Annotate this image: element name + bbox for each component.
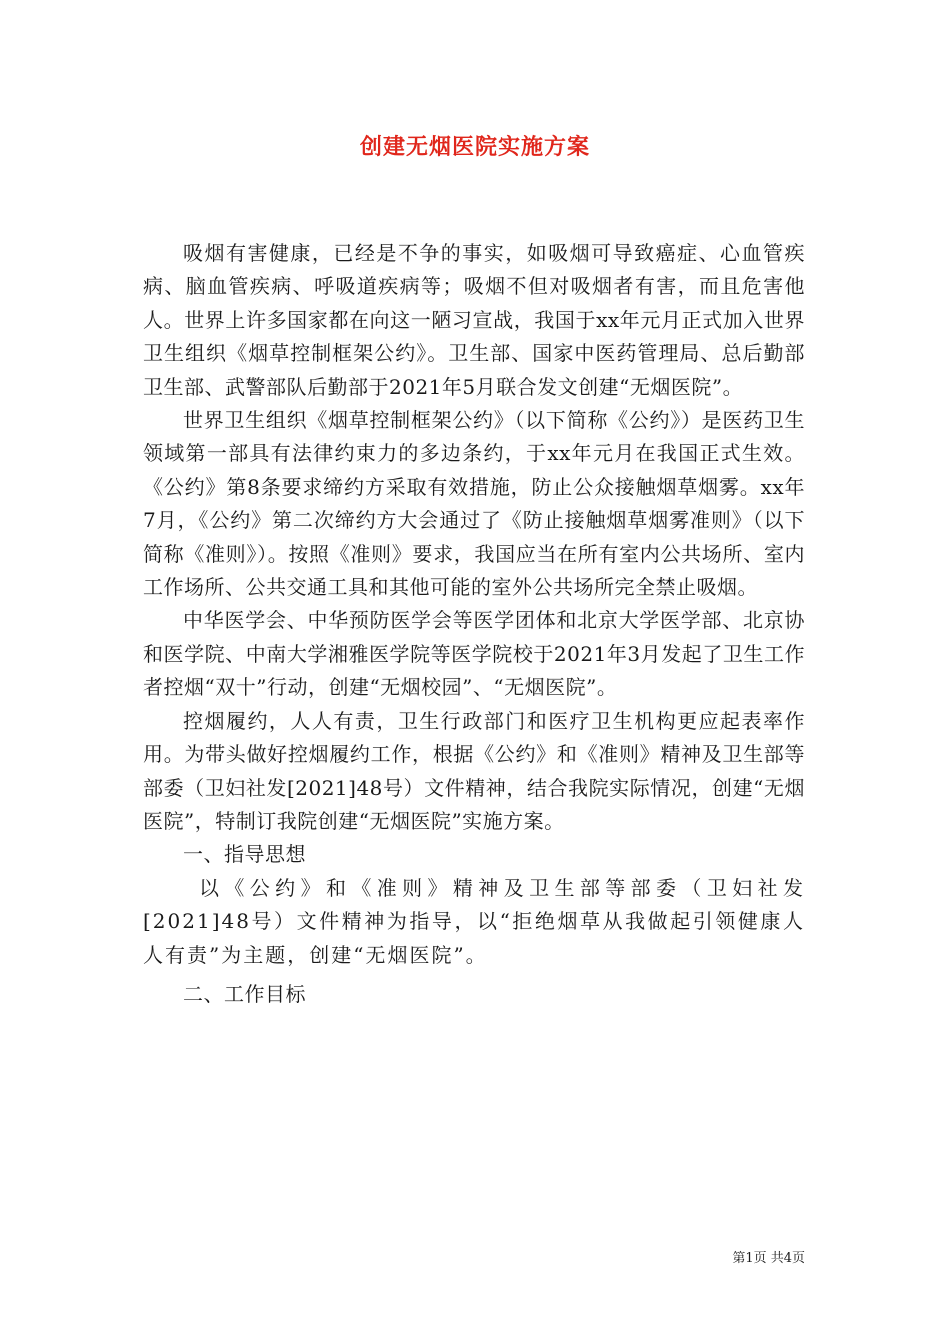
paragraph-guiding-ideology: 以《公约》和《准则》精神及卫生部等部委（卫妇社发[2021]48号）文件精神为指导，以“拒绝烟草从我做起引领健康人人有责”为主题，创建“无烟医院”。 [143, 875, 805, 967]
document-title: 创建无烟医院实施方案 [359, 134, 590, 160]
paragraph-intro: 吸烟有害健康，已经是不争的事实，如吸烟可导致癌症、心血管疾病、脑血管疾病、呼吸道疾病等；吸烟不但对吸烟者有害，而且危害他人。世界上许多国家都在向这一陋习宣战，我国于xx年元月正式加入世界卫生组织《烟草控制框架公约》。卫生部、国家中医药管理局、总后勤部卫生部、武警部队后勤部于2021年5月联合发文创建“无烟医院”。 [143, 241, 805, 399]
paragraph-compliance: 控烟履约，人人有责，卫生行政部门和医疗卫生机构更应起表率作用。为带头做好控烟履约工作，根据《公约》和《准则》精神及卫生部等部委（卫妇社发[2021]48号）文件精神，结合我院实际情况，创建“无烟医院”，特制订我院创建“无烟医院”实施方案。 [143, 708, 805, 833]
paragraph-double-ten: 中华医学会、中华预防医学会等医学团体和北京大学医学部、北京协和医学院、中南大学湘雅医学院等医学院校于2021年3月发起了卫生工作者控烟“双十”行动，创建“无烟校园”、“无烟医院”。 [143, 608, 805, 700]
document-body [143, 237, 805, 1011]
section-heading-guiding-ideology: 一、指导思想 [183, 842, 306, 867]
paragraph-convention: 世界卫生组织《烟草控制框架公约》（以下简称《公约》）是医药卫生领域第一部具有法律约束力的多边条约，于xx年元月在我国正式生效。《公约》第8条要求缔约方采取有效措施，防止公众接触烟草烟雾。xx年7月，《公约》第二次缔约方大会通过了《防止接触烟草烟雾准则》（以下简称《准则》）。按照《准则》要求，我国应当在所有室内公共场所、室内工作场所、公共交通工具和其他可能的室外公共场所完全禁止吸烟。 [143, 408, 805, 600]
section-heading-work-goals: 二、工作目标 [183, 981, 306, 1006]
page-number: 第1页 共4页 [732, 1251, 805, 1266]
